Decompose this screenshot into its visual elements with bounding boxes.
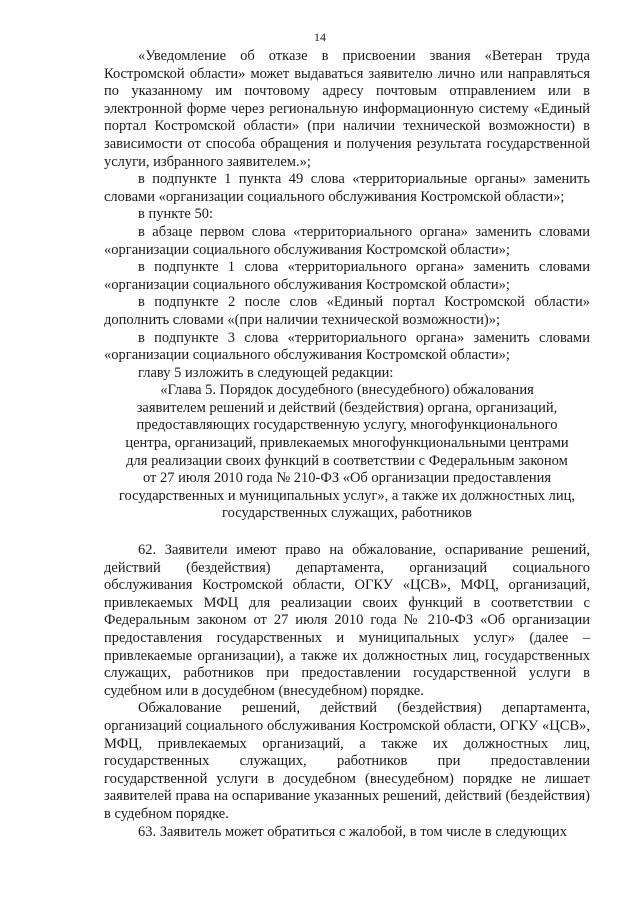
chapter-heading-line: предоставляющих государственную услугу, многофункционального bbox=[136, 417, 558, 434]
page-number: 14 bbox=[314, 30, 326, 44]
paragraph-subitem-49: в подпункте 1 пункта 49 слова «территориальные органы» заменить словами «организации социального обслуживания Костромской области»; bbox=[104, 171, 590, 205]
paragraph-item-50: в пункте 50: bbox=[138, 206, 214, 223]
chapter-heading-line: для реализации своих функций в соответствии с Федеральным законом bbox=[126, 452, 568, 469]
paragraph-item-50-subitem-1: в подпункте 1 слова «территориального органа» заменить словами «организации социального обслуживания Костромской области»; bbox=[104, 259, 590, 293]
chapter-5-heading bbox=[104, 382, 590, 523]
paragraph-62: 62. Заявители имеют право на обжалование, оспаривание решений, действий (бездействия) департамента, организаций социального обслуживания Костромской области, ОГКУ «ЦСВ», МФЦ, организаций, привлекаемых МФЦ для реализации своих функций в соответствии с Федеральным законом от 27 июля 2010 года № 210-ФЗ «Об организации предоставления государственных и муниципальных услуг» (далее – привлекаемые организации), а также их должностных лиц, государственных служащих, работников при предоставлении государственной услуги в судебном или в досудебном (внесудебном) порядке. bbox=[104, 542, 590, 699]
chapter-heading-line: от 27 июля 2010 года № 210-ФЗ «Об организации предоставления bbox=[142, 470, 552, 487]
paragraph-notice-text: «Уведомление об отказе в присвоении звания «Ветеран труда Костромской области» может выдаваться заявителю лично или направляться по указанному им почтовому адресу почтовым отправлением или в электронной форме через региональную информационную систему «Единый портал Костромской области» (при наличии технической возможности) в зависимости от способа обращения и получения результата государственной услуги, избранного заявителем.»; bbox=[104, 48, 590, 170]
document-body bbox=[104, 48, 590, 841]
chapter-heading-line: центра, организаций, привлекаемых многофункциональными центрами bbox=[125, 435, 569, 452]
chapter-heading-line: «Глава 5. Порядок досудебного (внесудебного) обжалования bbox=[160, 382, 534, 399]
paragraph-63: 63. Заявитель может обратиться с жалобой, в том числе в следующих bbox=[138, 823, 567, 840]
chapter-heading-line: заявителем решений и действий (бездействия) органа, организаций, bbox=[136, 399, 558, 416]
paragraph-item-50-subitem-2: в подпункте 2 после слов «Единый портал Костромской области» дополнить словами «(при наличии технической возможности)»; bbox=[104, 294, 590, 328]
chapter-heading-line: государственных и муниципальных услуг», а также их должностных лиц, bbox=[118, 487, 576, 504]
paragraph-appeal: Обжалование решений, действий (бездействия) департамента, организаций социального обслуживания Костромской области, ОГКУ «ЦСВ», МФЦ, привлекаемых организаций, а также их должностных лиц, государственных служащих, работников при предоставлении государственной услуги в досудебном (внесудебном) порядке не лишает заявителей права на оспаривание указанных решений, действий (бездействия) в судебном порядке. bbox=[104, 700, 590, 822]
blank-line bbox=[104, 523, 590, 542]
paragraph-item-50-subitem-3: в подпункте 3 слова «территориального органа» заменить словами «организации социального обслуживания Костромской области»; bbox=[104, 329, 590, 364]
chapter-heading-line: государственных служащих, работников bbox=[222, 505, 472, 522]
paragraph-item-50-first-abzac: в абзаце первом слова «территориального органа» заменить словами «организации социального обслуживания Костромской области»; bbox=[104, 223, 590, 258]
paragraph-chapter-5-intro: главу 5 изложить в следующей редакции: bbox=[138, 364, 394, 381]
